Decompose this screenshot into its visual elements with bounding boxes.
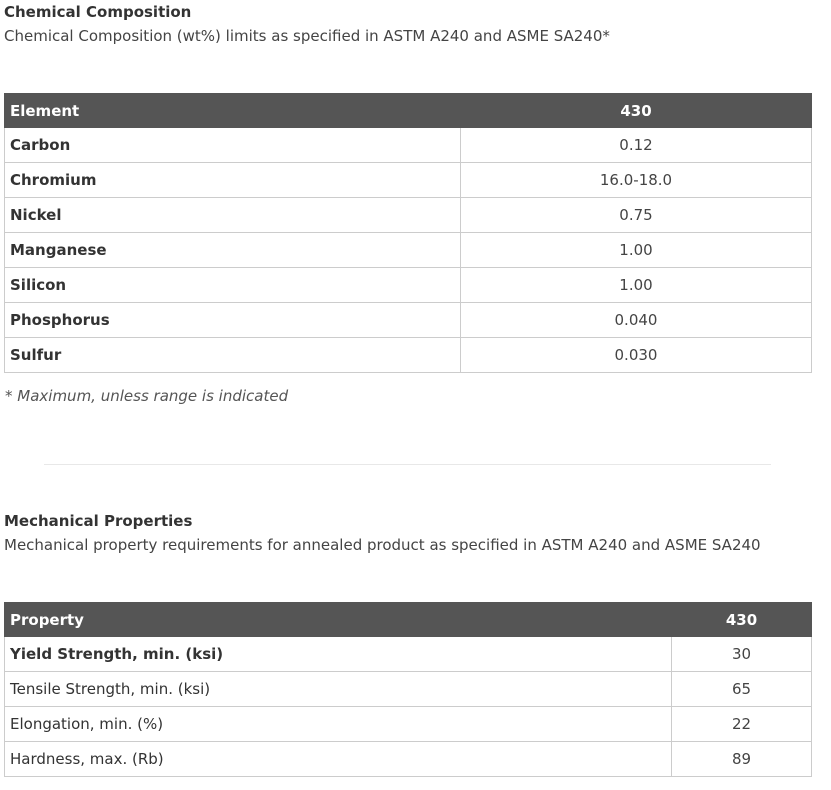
- property-label: Tensile Strength, min. (ksi): [5, 672, 672, 707]
- table-row: [5, 338, 812, 373]
- table-row: [5, 637, 812, 672]
- footnote: * Maximum, unless range is indicated: [5, 387, 289, 405]
- property-value: 22: [672, 707, 812, 742]
- table-row: [5, 198, 812, 233]
- element-value: 0.040: [461, 303, 812, 338]
- table-row: [5, 163, 812, 198]
- property-label: Hardness, max. (Rb): [5, 742, 672, 777]
- property-label: Yield Strength, min. (ksi): [5, 637, 672, 672]
- column-header-grade: 430: [461, 94, 812, 128]
- table-header-row: [5, 603, 812, 637]
- table-header-row: [5, 94, 812, 128]
- mechanical-properties-title: Mechanical Properties: [4, 512, 193, 530]
- column-header-grade: 430: [672, 603, 812, 637]
- element-label: Chromium: [5, 163, 461, 198]
- element-label: Sulfur: [5, 338, 461, 373]
- section-divider: [44, 464, 771, 465]
- element-value: 0.75: [461, 198, 812, 233]
- table-row: [5, 742, 812, 777]
- property-value: 30: [672, 637, 812, 672]
- element-label: Carbon: [5, 128, 461, 163]
- table-row: [5, 303, 812, 338]
- column-header-property: Property: [5, 603, 672, 637]
- element-value: 0.030: [461, 338, 812, 373]
- table-row: [5, 672, 812, 707]
- chemical-composition-title: Chemical Composition: [4, 3, 192, 21]
- mechanical-properties-table: [4, 602, 812, 777]
- property-value: 65: [672, 672, 812, 707]
- mechanical-properties-subtitle: Mechanical property requirements for annealed product as specified in ASTM A240 and ASME SA240: [4, 536, 761, 554]
- table-row: [5, 233, 812, 268]
- chemical-composition-subtitle: Chemical Composition (wt%) limits as specified in ASTM A240 and ASME SA240*: [4, 27, 610, 45]
- element-label: Nickel: [5, 198, 461, 233]
- table-row: [5, 268, 812, 303]
- element-value: 0.12: [461, 128, 812, 163]
- element-label: Phosphorus: [5, 303, 461, 338]
- column-header-element: Element: [5, 94, 461, 128]
- property-value: 89: [672, 742, 812, 777]
- table-row: [5, 707, 812, 742]
- element-value: 1.00: [461, 233, 812, 268]
- table-row: [5, 128, 812, 163]
- element-value: 1.00: [461, 268, 812, 303]
- chemical-composition-table: [4, 93, 812, 373]
- element-value: 16.0-18.0: [461, 163, 812, 198]
- element-label: Manganese: [5, 233, 461, 268]
- property-label: Elongation, min. (%): [5, 707, 672, 742]
- element-label: Silicon: [5, 268, 461, 303]
